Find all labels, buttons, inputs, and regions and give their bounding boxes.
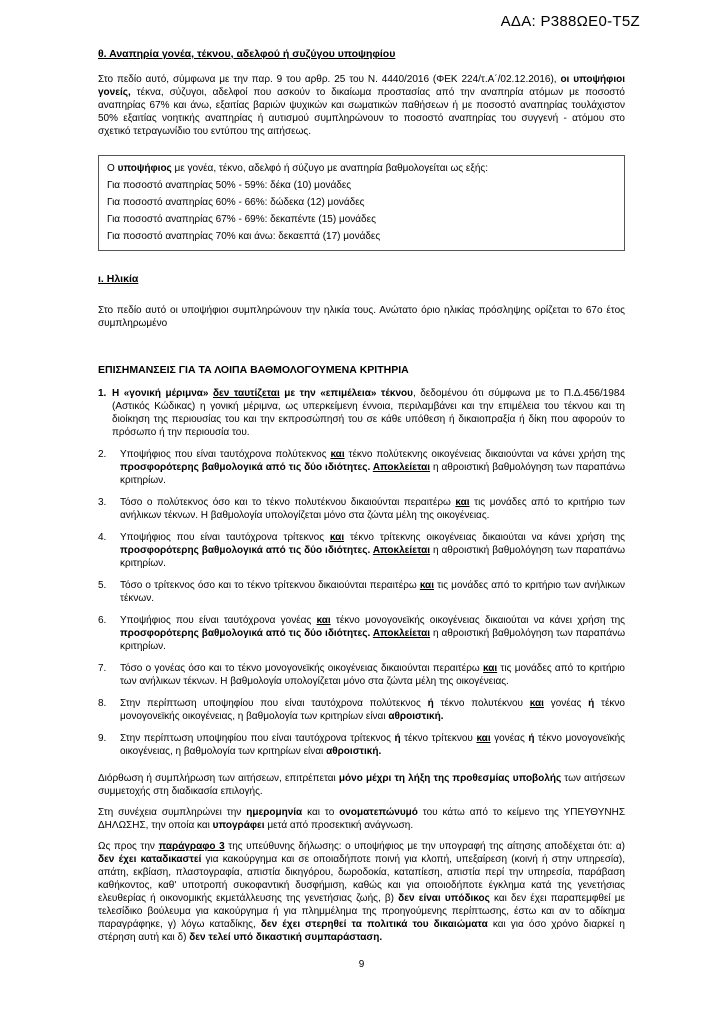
note-item-number: 7. [98,663,107,674]
note-item-text: Υποψήφιος που είναι ταυτόχρονα πολύτεκνος και τέκνο πολύτεκνης οικογένειας δικαιούνται να κάνει χρήση της προσφορότερης βαθμολογικά από τις δύο ιδιότητες. Αποκλείεται η αθροιστική βαθμολόγηση των παραπάνω κριτηρίων. [120,449,626,486]
age-paragraph: Στο πεδίο αυτό οι υποψήφιοι συμπληρώνουν την ηλικία τους. Ανώτατο όριο ηλικίας πρόσληψης ορίζεται το 67ο έτος συμπληρωμένο [98,305,625,329]
note-item-text: Υποψήφιος που είναι ταυτόχρονα γονέας και τέκνο μονογονεϊκής οικογένειας δικαιούται να κάνει χρήση της προσφορότερης βαθμολογικά από τις δύο ιδιότητες. Αποκλείεται η αθροιστική βαθμολόγηση των παραπάνω κριτηρίων. [120,615,625,652]
note-item-text: Τόσο ο τρίτεκνος όσο και το τέκνο τρίτεκνου δικαιούνται περαιτέρω και τις μονάδες από το κριτήριο των ανήλικων τέκνων. [120,580,626,604]
note-item [98,531,625,570]
note-item-number: 8. [98,698,107,709]
page-number: 9 [358,959,365,970]
note-item-text: Υποψήφιος που είναι ταυτόχρονα τρίτεκνος και τέκνο τρίτεκνης οικογένειας δικαιούται να κάνει χρήση της προσφορότερης βαθμολογικά από τις δύο ιδιότητες. Αποκλείεται η αθροιστική βαθμολόγηση των παραπάνω κριτηρίων. [120,532,625,569]
ada-code: ΑΔΑ: Ρ388ΩΕ0-Τ5Ζ [500,13,640,30]
note-item-text: Στην περίπτωση υποψηφίου που είναι ταυτόχρονα τρίτεκνος ή τέκνο τρίτεκνου και γονέας ή τέκνο μονογονεϊκής οικογένειας, η βαθμολογία των κριτηρίων είναι αθροιστική. [120,733,625,757]
score-box-line: Για ποσοστό αναπηρίας 50% - 59%: δέκα (10) μονάδες [107,180,352,191]
disability-intro-paragraph: Στο πεδίο αυτό, σύμφωνα με την παρ. 9 του αρθρ. 25 του Ν. 4440/2016 (ΦΕΚ 224/τ.Α΄/02.12.2016), οι υποψήφιοι γονείς, τέκνα, σύζυγοι, αδελφοί που ασκούν το δικαίωμα προστασίας από την αναπηρία ατόμων με ποσοστό αναπηρίας 67% και άνω, εξαιτίας βαριών ψυχικών και σωματικών παθήσεων ή με ποσοστό αναπηρίας τουλάχιστον 50% εξαιτίας νοητικής αναπηρίας ή αυτισμού συμπληρώνουν το ποσοστό αναπηρίας του συγγενή - ατόμου στο σχετικό τετραγωνίδιο του εντύπου της αιτήσεως. [98,74,625,137]
note-item-text: Τόσο ο γονέας όσο και το τέκνο μονογονεϊκής οικογένειας δικαιούνται περαιτέρω και τις μονάδες από το κριτήριο των ανήλικων τέκνων. Η βαθμολογία υπολογίζεται μόνο στα ζώντα μέλη της οικογένειας. [120,663,625,687]
note-item-number: 9. [98,733,107,744]
note-item-number: 3. [98,497,107,508]
note-item-number: 4. [98,532,107,543]
closing-paragraph: Ως προς την παράγραφο 3 της υπεύθυνης δήλωσης: ο υποψήφιος με την υπογραφή της αίτησης αποδέχεται ότι: α) δεν έχει καταδικαστεί για κακούργημα και σε οποιαδήποτε ποινή για κλοπή, υπεξαίρεση (κοινή ή στην υπηρεσία), απάτη, εκβίαση, πλαστογραφία, απιστία δικηγόρου, δωροδοκία, καταπίεση, απιστία περί την υπηρεσία, παράβαση καθήκοντος, καθ' υποτροπή συκοφαντική δυσφήμιση, καθώς και για οποιοδήποτε έγκλημα κατά της γενετήσιας ελευθερίας ή οικονομικής εκμετάλλευσης της γενετήσιας ζωής, β) δεν είναι υπόδικος και δεν έχει παραπεμφθεί με τελεσίδικο βούλευμα για κακούργημα ή για πλημμέλημα της προηγούμενης περίπτωσης, έστω και αν το αδίκημα παραγράφηκε, γ) λόγω καταδίκης, δεν έχει στερηθεί τα πολιτικά του δικαιώματα και για όσο χρόνο διαρκεί η στέρηση αυτή και δ) δεν τελεί υπό δικαστική συμπαράσταση. [98,841,626,943]
note-item [98,732,625,758]
note-item [98,614,625,653]
note-item [98,579,625,605]
score-box-line: Για ποσοστό αναπηρίας 70% και άνω: δεκαεπτά (17) μονάδες [107,231,381,242]
score-box-line: Ο υποψήφιος με γονέα, τέκνο, αδελφό ή σύζυγο με αναπηρία βαθμολογείται ως εξής: [107,163,488,174]
notes-title: ΕΠΙΣΗΜΑΝΣΕΙΣ ΓΙΑ ΤΑ ΛΟΙΠΑ ΒΑΘΜΟΛΟΓΟΥΜΕΝΑ ΚΡΙΤΗΡΙΑ [98,364,409,376]
section-age-heading: ι. Ηλικία [98,273,139,285]
note-item [98,496,625,522]
score-box-line: Για ποσοστό αναπηρίας 60% - 66%: δώδεκα (12) μονάδες [107,197,365,208]
notes-list [98,387,625,758]
closing-paragraph: Διόρθωση ή συμπλήρωση των αιτήσεων, επιτρέπεται μόνο μέχρι τη λήξη της προθεσμίας υποβολής των αιτήσεων συμμετοχής στη διαδικασία επιλογής. [98,773,625,797]
note-item-number: 5. [98,580,107,591]
score-box-line: Για ποσοστό αναπηρίας 67% - 69%: δεκαπέντε (15) μονάδες [107,214,376,225]
note-item-number: 6. [98,615,107,626]
note-item [98,387,625,439]
closing-paragraph: Στη συνέχεια συμπληρώνει την ημερομηνία και το ονοματεπώνυμό του κάτω από το κείμενο της ΥΠΕΥΘΥΝΗΣ ΔΗΛΩΣΗΣ, την οποία και υπογράφει μετά από προσεκτική ανάγνωση. [98,807,625,831]
section-disability-heading: θ. Αναπηρία γονέα, τέκνου, αδελφού ή συζύγου υποψηφίου [98,48,396,60]
note-item [98,697,625,723]
note-item-number: 2. [98,449,107,460]
note-item-text: Στην περίπτωση υποψηφίου που είναι ταυτόχρονα πολύτεκνος ή τέκνο πολυτέκνου και γονέας ή τέκνο μονογονεϊκής οικογένειας, η βαθμολογία των κριτηρίων είναι αθροιστική. [120,698,625,722]
note-item-text: Η «γονική μέριμνα» δεν ταυτίζεται με την «επιμέλεια» τέκνου, δεδομένου ότι σύμφωνα με το Π.Δ.456/1984 (Αστικός Κώδικας) η γονική μέριμνα, ως υπερκείμενη έννοια, περιλαμβάνει και την επιμέλεια του τέκνου και τη διοίκηση της περιουσίας του και την εκπροσώπησή του σε κάθε υπόθεση ή δικαιοπραξία ή δίκη που αφορούν το πρόσωπο ή την περιουσία του. [112,388,625,438]
note-item [98,448,625,487]
note-item-text: Τόσο ο πολύτεκνος όσο και το τέκνο πολυτέκνου δικαιούνται περαιτέρω και τις μονάδες από το κριτήριο των ανήλικων τέκνων. Η βαθμολογία υπολογίζεται μόνο στα ζώντα μέλη της οικογένειας. [120,497,626,521]
note-item [98,662,625,688]
note-item-number: 1. [98,388,107,399]
disability-score-box [98,155,625,251]
